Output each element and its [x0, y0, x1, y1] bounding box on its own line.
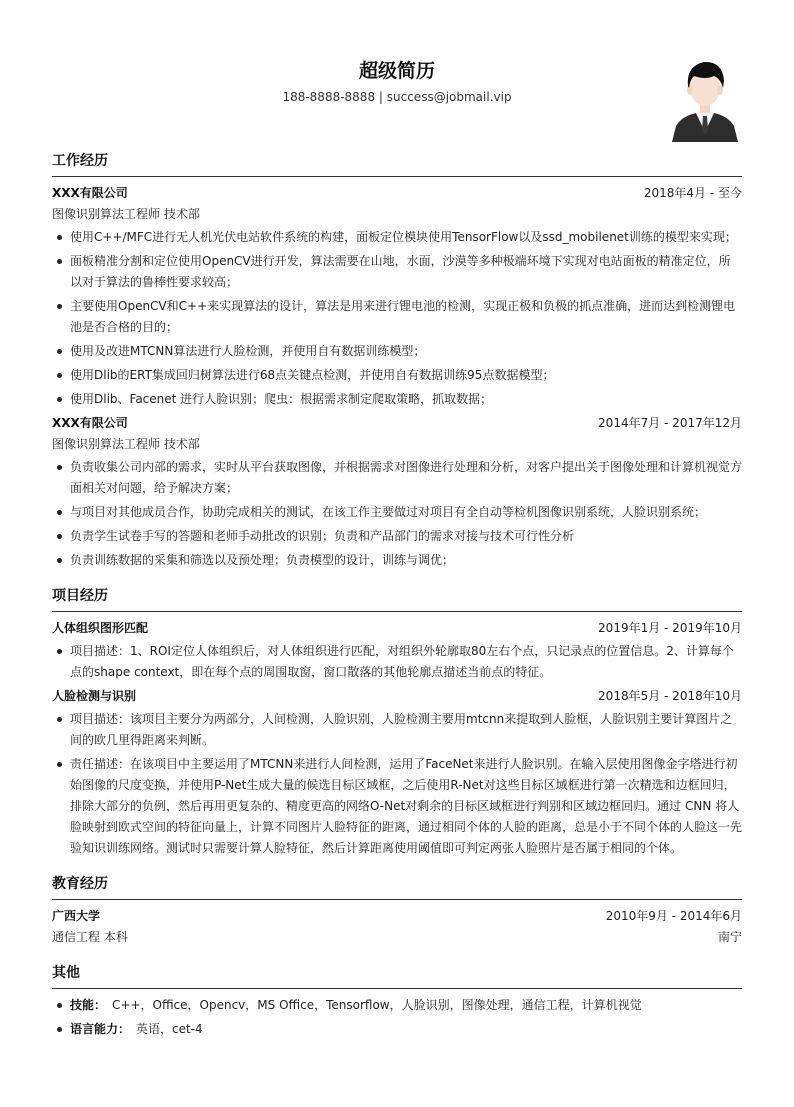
list-item: 与项目对其他成员合作，协助完成相关的测试，在该工作主要做过对项目有全自动等检机图像识别系统，人脸识别系统； [52, 502, 742, 523]
section-title-education: 教育经历 [52, 873, 742, 900]
project-details [52, 709, 742, 859]
project-name: 人脸检测与识别 [52, 689, 137, 703]
section-title-work: 工作经历 [52, 150, 742, 177]
list-item: 负责训练数据的采集和筛选以及预处理；负责模型的设计，训练与调优； [52, 550, 742, 571]
education-period: 2010年9月 - 2014年6月 [605, 909, 742, 923]
company-name: XXX有限公司 [52, 186, 128, 200]
avatar-icon [670, 52, 740, 142]
project-entry [52, 686, 742, 859]
job-role: 图像识别算法工程师 技术部 [52, 437, 200, 451]
company-name: XXX有限公司 [52, 416, 128, 430]
skills-item [52, 995, 742, 1016]
list-item: 使用Dlib的ERT集成回归树算法进行68点关键点检测，并使用自有数据训练95点数据模型； [52, 365, 742, 386]
resume-content [52, 150, 742, 1043]
list-item: 使用及改进MTCNN算法进行人脸检测，并使用自有数据训练模型； [52, 341, 742, 362]
education-entry [52, 906, 742, 948]
job-duties [52, 227, 742, 410]
language-label: 语言能力： [70, 1022, 131, 1036]
education-location: 南宁 [717, 930, 742, 944]
list-item: 项目描述：该项目主要分为两部分，人间检测，人脸识别，人脸检测主要用mtcnn来提取到人脸框，人脸识别主要计算图片之间的欧几里得距离来判断。 [52, 709, 742, 751]
list-item: 责任描述：在该项目中主要运用了MTCNN来进行人间检测，运用了FaceNet来进行人脸识别。在输入层使用图像金字塔进行初始图像的尺度变换，并使用P-Net生成大量的候选目标区域框，之后使用R-Net对这些目标区域框进行第一次精选和边框回归，排除大部分的负例，然后再用更复杂的、精度更高的网络O-Net对剩余的目标区域框进行判别和区域边框回归。通过 CNN 将人脸映射到欧式空间的特征向量上，计算不同图片人脸特征的距离，通过相同个体的人脸的距离，总是小于不同个体的人脸这一先验知识训练网络。测试时只需要计算人脸特征，然后计算距离使用阈值即可判定两张人脸照片是否属于相同的个体。 [52, 754, 742, 859]
project-period: 2018年5月 - 2018年10月 [598, 689, 742, 703]
list-item: 使用Dlib、Facenet 进行人脸识别；爬虫：根据需求制定爬取策略，抓取数据； [52, 389, 742, 410]
job-duties [52, 457, 742, 571]
school-name: 广西大学 [52, 909, 101, 923]
resume-name: 超级简历 [358, 60, 435, 82]
work-entry [52, 413, 742, 571]
language-item [52, 1019, 742, 1040]
project-name: 人体组织图形匹配 [52, 621, 149, 635]
skills-value: C++，Office，Opencv，MS Office，Tensorflow，人脸识别，图像处理，通信工程，计算机视觉 [112, 998, 642, 1012]
job-period: 2014年7月 - 2017年12月 [598, 416, 742, 430]
list-item: 使用C++/MFC进行无人机光伏电站软件系统的构建，面板定位模块使用TensorFlow以及ssd_mobilenet训练的模型来实现； [52, 227, 742, 248]
skills-label: 技能： [70, 998, 107, 1012]
list-item: 面板精准分割和定位使用OpenCV进行开发，算法需要在山地，水面，沙漠等多种极端环境下实现对电站面板的精准定位，所以对于算法的鲁棒性要求较高； [52, 251, 742, 293]
work-entry [52, 183, 742, 410]
project-entry [52, 618, 742, 683]
job-role: 图像识别算法工程师 技术部 [52, 207, 200, 221]
section-title-projects: 项目经历 [52, 585, 742, 612]
list-item: 主要使用OpenCV和C++来实现算法的设计，算法是用来进行锂电池的检测，实现正极和负极的抓点准确，进而达到检测锂电池是否合格的目的； [52, 296, 742, 338]
language-value: 英语，cet-4 [136, 1022, 203, 1036]
job-period: 2018年4月 - 至今 [643, 186, 742, 200]
project-details [52, 641, 742, 683]
list-item: 负责学生试卷手写的答题和老师手动批改的识别；负责和产品部门的需求对接与技术可行性分析 [52, 526, 742, 547]
project-period: 2019年1月 - 2019年10月 [598, 621, 742, 635]
list-item: 项目描述：1、ROI定位人体组织后，对人体组织进行匹配，对组织外轮廓取80左右个点，只记录点的位置信息。2、计算每个点的shape context，即在每个点的周围取窗，窗口散落的其他轮廓点描述当前点的特征。 [52, 641, 742, 683]
list-item: 负责收集公司内部的需求，实时从平台获取图像，并根据需求对图像进行处理和分析，对客户提出关于图像处理和计算机视觉方面相关对问题，给予解决方案； [52, 457, 742, 499]
contact-info: 188-8888-8888 | success@jobmail.vip [282, 90, 512, 104]
section-title-other: 其他 [52, 962, 742, 989]
other-list [52, 995, 742, 1040]
degree: 通信工程 本科 [52, 930, 128, 944]
